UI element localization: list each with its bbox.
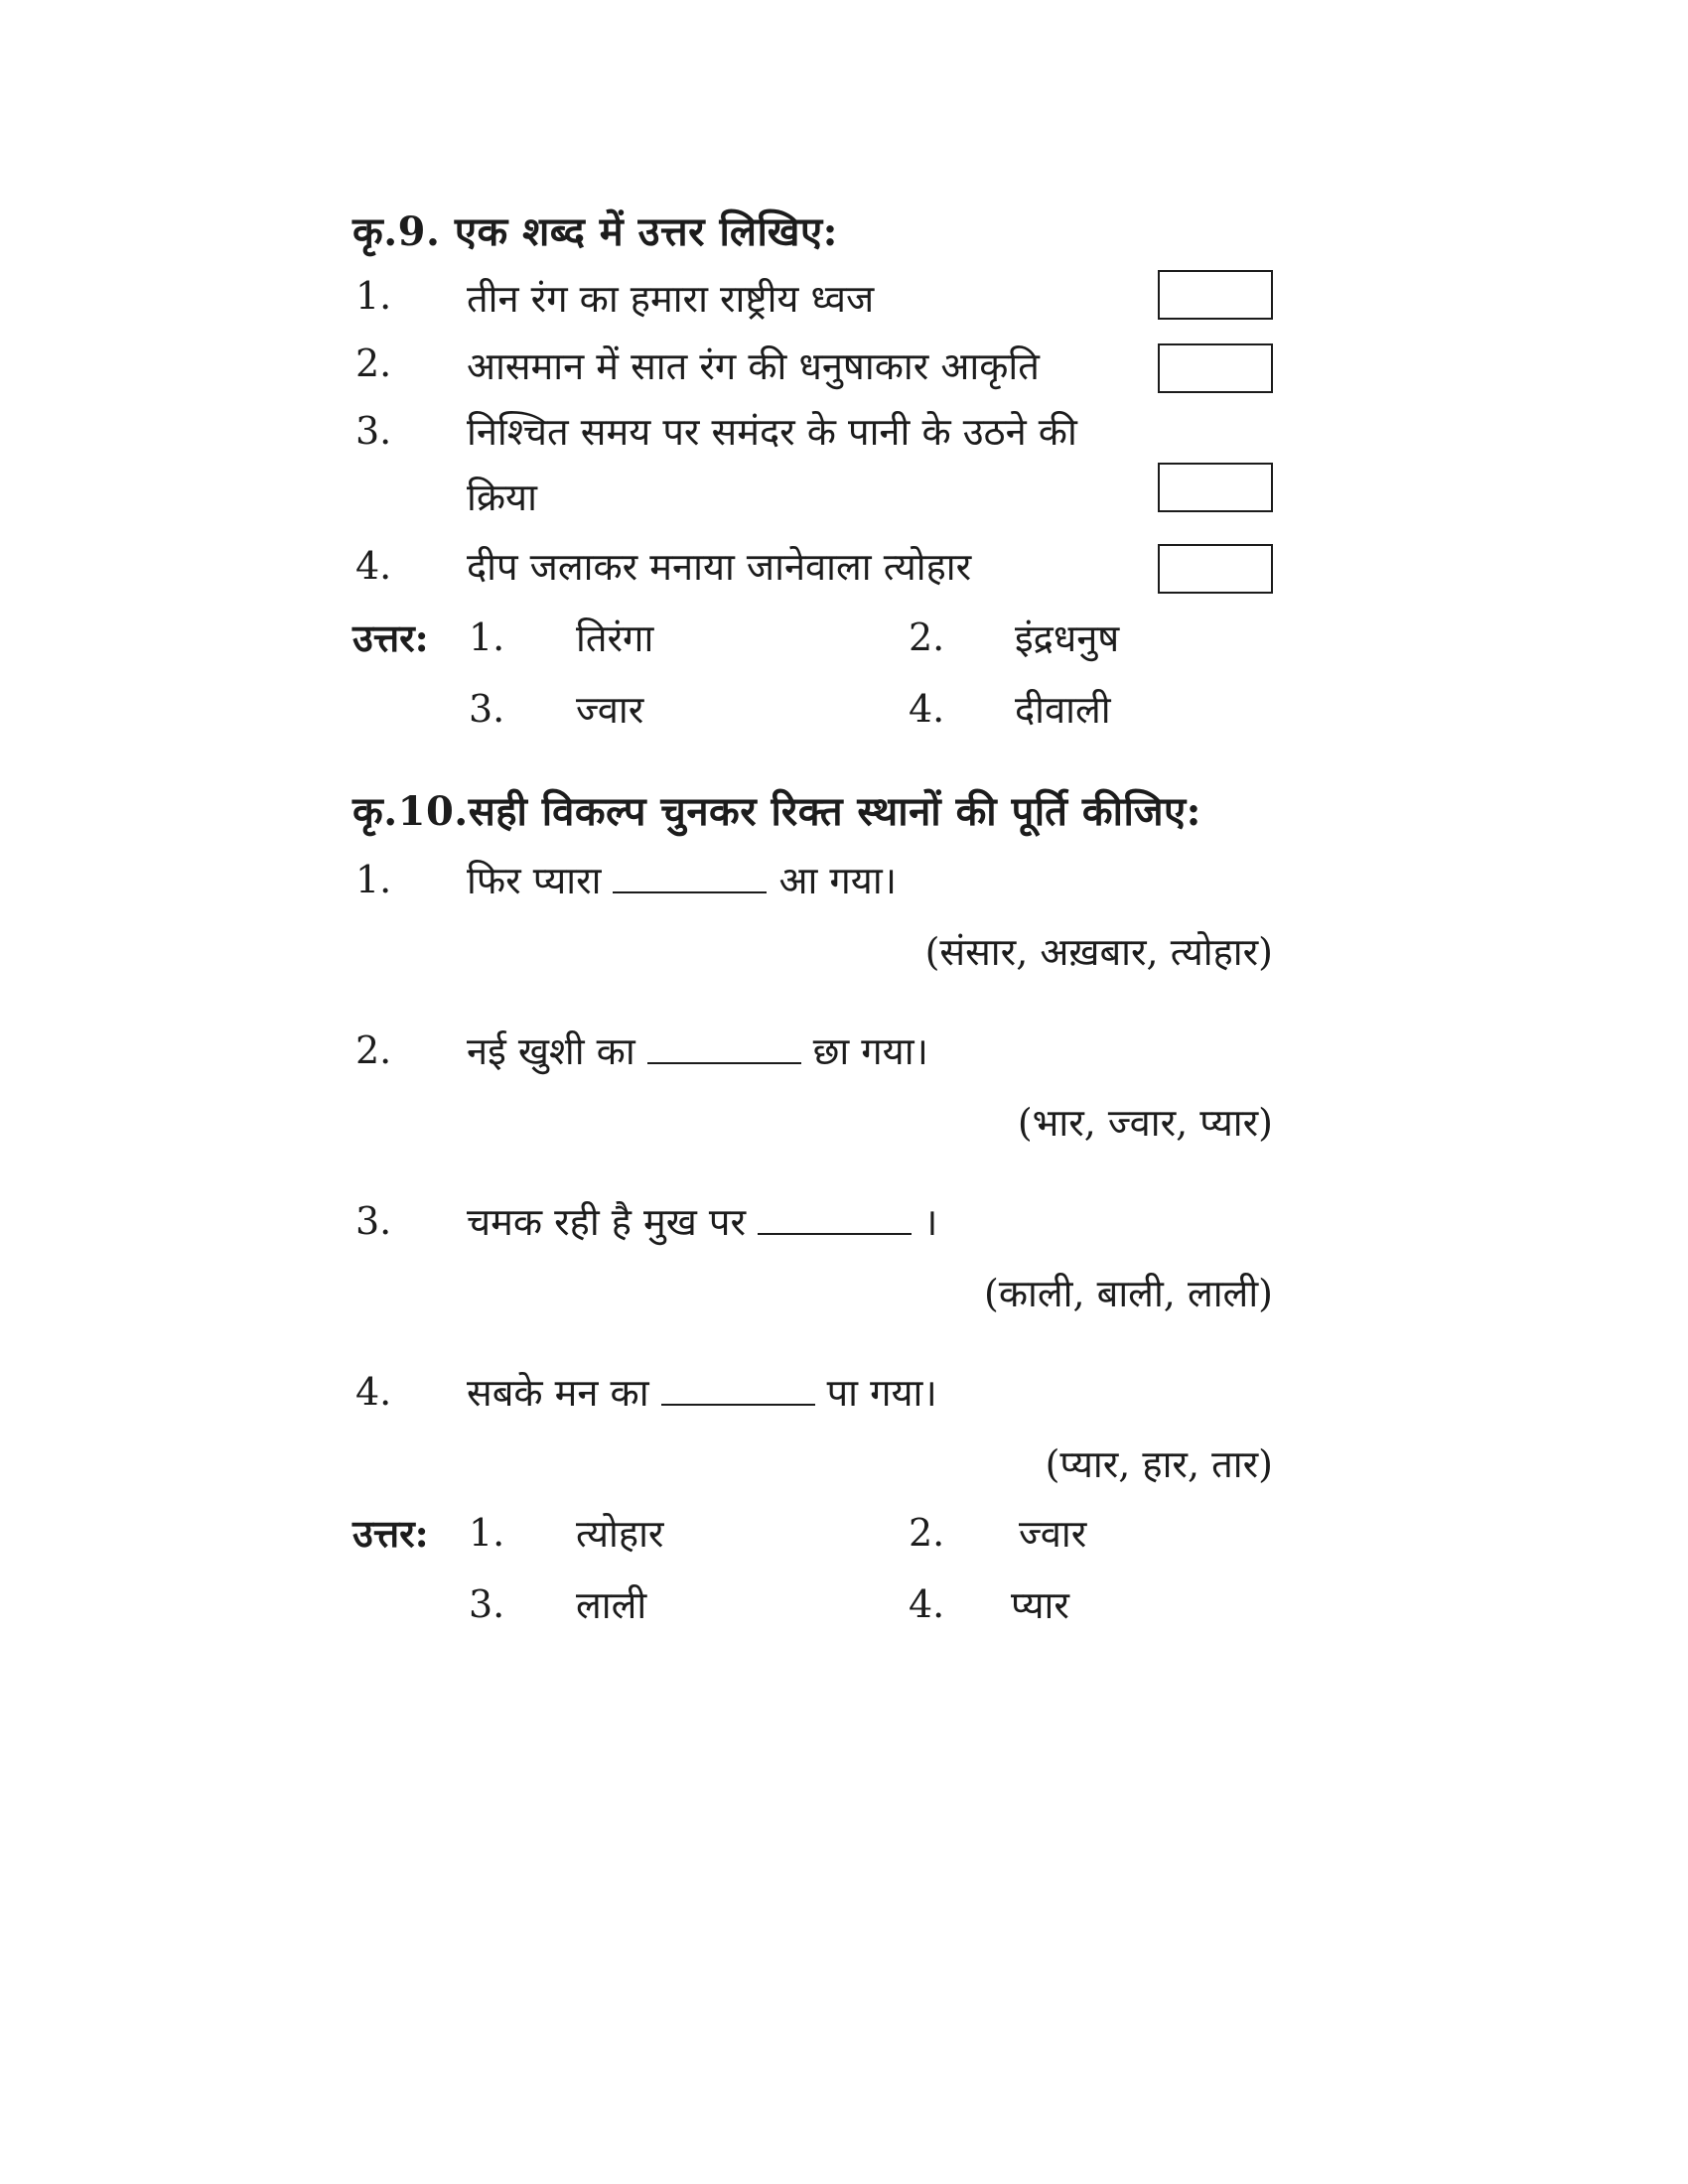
- q9-answer-4-text: दीवाली: [1015, 688, 1111, 732]
- q10-item-2-blank[interactable]: [647, 1034, 801, 1064]
- q10-item-1-before: फिर प्यारा: [467, 859, 602, 902]
- q10-item-4-number: 4.: [355, 1370, 392, 1414]
- q10-item-3-after: ।: [923, 1200, 938, 1244]
- q10-item-3-blank[interactable]: [758, 1205, 912, 1235]
- q10-item-2-number: 2.: [355, 1028, 392, 1072]
- q10-item-1-after: आ गया।: [778, 859, 898, 902]
- q10-item-2-before: नई खुशी का: [467, 1029, 635, 1073]
- q9-item-4-number: 4.: [355, 544, 392, 588]
- q10-item-3-sentence: [467, 1195, 937, 1247]
- q10-item-1-number: 1.: [355, 858, 392, 901]
- q10-item-1-blank[interactable]: [613, 864, 767, 893]
- q10-heading: कृ.10.सही विकल्प चुनकर रिक्त स्थानों की पूर्ति कीजिए:: [352, 788, 1201, 835]
- q10-answer-3-number: 3.: [469, 1582, 505, 1626]
- q10-answer-label: उत्तर:: [352, 1511, 429, 1556]
- q10-item-2-after: छा गया।: [812, 1029, 928, 1073]
- q9-item-3-number: 3.: [355, 409, 392, 453]
- q9-answer-box-1[interactable]: [1158, 270, 1273, 320]
- q10-answer-2-number: 2.: [909, 1511, 945, 1555]
- q9-answer-3-number: 3.: [469, 687, 505, 731]
- q9-answer-2-number: 2.: [909, 615, 945, 659]
- q9-item-1-text: तीन रंग का हमारा राष्ट्रीय ध्वज: [467, 277, 875, 321]
- q9-item-2-number: 2.: [355, 341, 392, 385]
- q10-item-1-sentence: [467, 854, 897, 905]
- q9-item-1-number: 1.: [355, 274, 392, 318]
- q10-item-1-options: (संसार, अख़बार, त्योहार): [924, 930, 1273, 974]
- q9-heading: कृ.9. एक शब्द में उत्तर लिखिए:: [352, 208, 838, 255]
- q10-item-4-options: (प्यार, हार, तार): [1045, 1442, 1273, 1486]
- q9-item-2-text: आसमान में सात रंग की धनुषाकार आकृति: [467, 344, 1040, 388]
- q10-item-3-before: चमक रही है मुख पर: [467, 1200, 747, 1244]
- q10-answer-2-text: ज्वार: [1019, 1512, 1087, 1556]
- q10-item-4-before: सबके मन का: [467, 1371, 649, 1415]
- q10-item-2-sentence: [467, 1024, 928, 1076]
- q10-answer-4-number: 4.: [909, 1582, 945, 1626]
- q10-item-4-after: पा गया।: [826, 1371, 937, 1415]
- q9-item-3-text-continued: क्रिया: [467, 476, 537, 519]
- q9-answer-4-number: 4.: [909, 687, 945, 731]
- q9-answer-3-text: ज्वार: [576, 688, 644, 732]
- q9-answer-box-3[interactable]: [1158, 463, 1273, 512]
- q9-answer-box-2[interactable]: [1158, 343, 1273, 393]
- q9-answer-1-text: तिरंगा: [576, 616, 654, 660]
- q10-answer-1-text: त्योहार: [576, 1512, 664, 1556]
- q9-item-4-text: दीप जलाकर मनाया जानेवाला त्योहार: [467, 545, 972, 589]
- q10-item-3-options: (काली, बाली, लाली): [984, 1272, 1273, 1315]
- q10-item-3-number: 3.: [355, 1199, 392, 1243]
- q9-answer-1-number: 1.: [469, 615, 505, 659]
- q9-answer-2-text: इंद्रधनुष: [1015, 616, 1120, 660]
- q10-answer-3-text: लाली: [576, 1583, 647, 1627]
- q9-answer-label: उत्तर:: [352, 615, 429, 660]
- q10-item-2-options: (भार, ज्वार, प्यार): [1017, 1101, 1273, 1145]
- q10-answer-1-number: 1.: [469, 1511, 505, 1555]
- q10-item-4-blank[interactable]: [661, 1376, 815, 1406]
- q10-answer-4-text: प्यार: [1011, 1583, 1069, 1627]
- q9-item-3-text: निश्चित समय पर समंदर के पानी के उठने की: [467, 410, 1077, 454]
- q9-answer-box-4[interactable]: [1158, 544, 1273, 594]
- q10-item-4-sentence: [467, 1366, 937, 1418]
